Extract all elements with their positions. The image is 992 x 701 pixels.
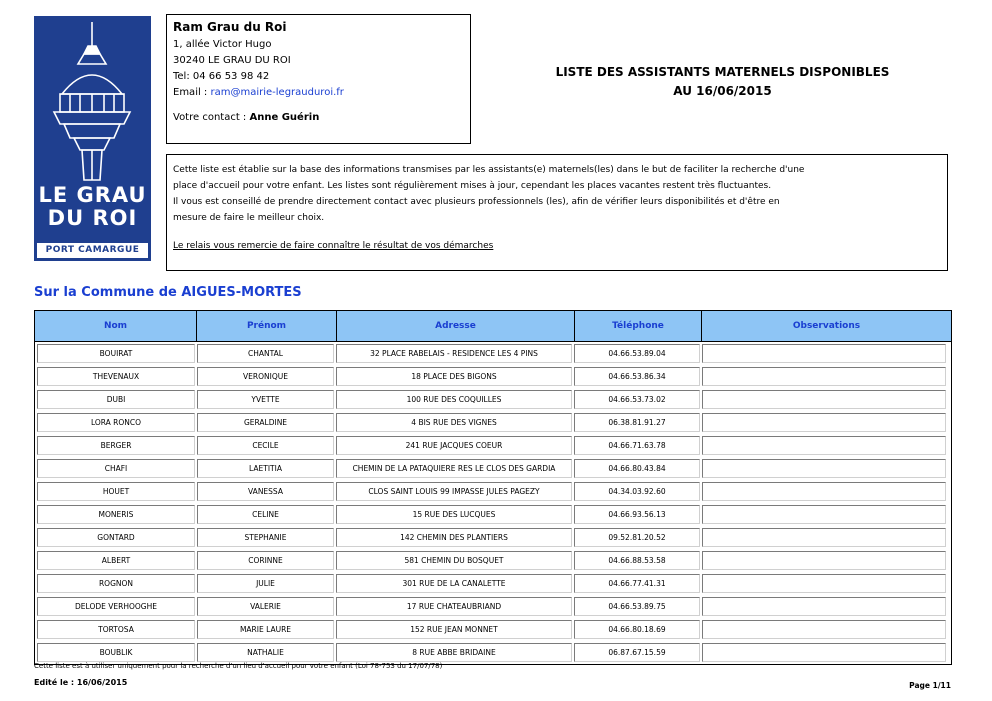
info-notice: Le relais vous remercie de faire connaître le résultat de vos démarches (173, 241, 494, 251)
cell-prenom: STEPHANIE (197, 528, 334, 547)
table-row (35, 526, 951, 549)
cell-nom: GONTARD (37, 528, 195, 547)
info-line: mesure de faire le meilleur choix. (173, 213, 325, 223)
column-header-observations: Observations (792, 321, 861, 331)
cell-nom: BERGER (37, 436, 195, 455)
column-header-nom: Nom (35, 311, 197, 341)
cell-prenom: CHANTAL (197, 344, 334, 363)
contact-label: Votre contact : (173, 112, 250, 123)
cell-nom: MONERIS (37, 505, 195, 524)
cell-telephone: 06.38.81.91.27 (574, 413, 700, 432)
cell-telephone: 04.66.80.18.69 (574, 620, 700, 639)
cell-prenom: YVETTE (197, 390, 334, 409)
cell-observations (702, 551, 946, 570)
email-line (173, 85, 464, 101)
cell-nom: CHAFI (37, 459, 195, 478)
cell-telephone: 04.34.03.92.60 (574, 482, 700, 501)
document-title-line1: LISTE DES ASSISTANTS MATERNELS DISPONIBLES (555, 65, 890, 79)
cell-prenom: NATHALIE (197, 643, 334, 662)
table-row (35, 480, 951, 503)
cell-nom: THEVENAUX (37, 367, 195, 386)
cell-observations (702, 597, 946, 616)
logo-band (37, 243, 148, 258)
cell-prenom: VALERIE (197, 597, 334, 616)
cell-prenom: LAETITIA (197, 459, 334, 478)
address-line-1: 1, allée Victor Hugo (173, 39, 272, 50)
column-header-adresse: Adresse (337, 311, 575, 341)
cell-adresse: 17 RUE CHATEAUBRIAND (336, 597, 572, 616)
cell-observations (702, 367, 946, 386)
cell-telephone: 04.66.80.43.84 (574, 459, 700, 478)
page-number: Page 1/11 (909, 681, 951, 690)
cell-adresse: 8 RUE ABBE BRIDAINE (336, 643, 572, 662)
cell-observations (702, 505, 946, 524)
cell-telephone: 04.66.71.63.78 (574, 436, 700, 455)
cell-adresse: 581 CHEMIN DU BOSQUET (336, 551, 572, 570)
cell-adresse: 4 BIS RUE DES VIGNES (336, 413, 572, 432)
table-row (35, 572, 951, 595)
cell-prenom: VANESSA (197, 482, 334, 501)
cell-prenom: VERONIQUE (197, 367, 334, 386)
cell-prenom: CELINE (197, 505, 334, 524)
info-line: Cette liste est établie sur la base des informations transmises par les assistants(e) maternels(les) dans le but de faciliter la recherche d'une (173, 165, 805, 175)
table-row (35, 618, 951, 641)
contact-name: Anne Guérin (249, 112, 320, 123)
column-header-prenom: Prénom (197, 311, 337, 341)
cell-adresse: 100 RUE DES COQUILLES (336, 390, 572, 409)
cell-telephone: 04.66.88.53.58 (574, 551, 700, 570)
info-line: place d'accueil pour votre enfant. Les listes sont régulièrement mises à jour, cependant les places vacantes restent très fluctuantes. (173, 181, 772, 191)
cell-observations (702, 436, 946, 455)
telephone-line: Tel: 04 66 53 98 42 (173, 71, 270, 82)
cell-nom: TORTOSA (37, 620, 195, 639)
assistants-table (34, 310, 952, 665)
info-box (166, 154, 948, 271)
table-row (35, 365, 951, 388)
section-heading: Sur la Commune de AIGUES-MORTES (34, 285, 302, 300)
cell-prenom: CORINNE (197, 551, 334, 570)
cell-observations (702, 574, 946, 593)
table-row (35, 411, 951, 434)
logo-text-line1: LE GRAU (38, 183, 147, 207)
cell-telephone: 04.66.93.56.13 (574, 505, 700, 524)
footer-edit-date: Edité le : 16/06/2015 (34, 678, 128, 687)
cell-adresse: 152 RUE JEAN MONNET (336, 620, 572, 639)
cell-adresse: CHEMIN DE LA PATAQUIERE RES LE CLOS DES GARDIA (336, 459, 572, 478)
logo-band-text: PORT CAMARGUE (45, 245, 140, 255)
cell-telephone: 04.66.53.89.04 (574, 344, 700, 363)
cell-adresse: 15 RUE DES LUCQUES (336, 505, 572, 524)
cell-nom: DELODE VERHOOGHE (37, 597, 195, 616)
cell-telephone: 04.66.53.89.75 (574, 597, 700, 616)
address-line-2: 30240 LE GRAU DU ROI (173, 55, 291, 66)
info-line: Il vous est conseillé de prendre directement contact avec plusieurs professionnels (les), afin de vérifier leurs disponibilités et d'être en (173, 197, 780, 207)
table-header (35, 311, 951, 342)
email-label: Email : (173, 87, 211, 98)
lighthouse-tower-icon (34, 16, 151, 181)
cell-observations (702, 413, 946, 432)
cell-adresse: 142 CHEMIN DES PLANTIERS (336, 528, 572, 547)
cell-observations (702, 459, 946, 478)
cell-observations (702, 482, 946, 501)
logo-text-line2: DU ROI (47, 206, 138, 230)
table-row (35, 503, 951, 526)
table-row (35, 434, 951, 457)
email-link[interactable]: ram@mairie-legrauduroi.fr (210, 87, 344, 98)
column-header-telephone: Téléphone (575, 311, 702, 341)
table-row (35, 342, 951, 365)
cell-prenom: MARIE LAURE (197, 620, 334, 639)
footer-legal-note: Cette liste est à utiliser uniquement pour la recherche d'un lieu d'accueil pour votre enfant (Loi 78-753 du 17/07/78) (34, 662, 443, 670)
table-row (35, 641, 951, 664)
cell-adresse: 241 RUE JACQUES COEUR (336, 436, 572, 455)
cell-telephone: 06.87.67.15.59 (574, 643, 700, 662)
cell-nom: BOUIRAT (37, 344, 195, 363)
cell-telephone: 04.66.53.73.02 (574, 390, 700, 409)
cell-nom: ROGNON (37, 574, 195, 593)
cell-observations (702, 390, 946, 409)
cell-nom: ALBERT (37, 551, 195, 570)
cell-nom: HOUET (37, 482, 195, 501)
cell-adresse: 32 PLACE RABELAIS - RESIDENCE LES 4 PINS (336, 344, 572, 363)
cell-observations (702, 528, 946, 547)
cell-prenom: JULIE (197, 574, 334, 593)
table-row (35, 549, 951, 572)
cell-observations (702, 643, 946, 662)
cell-prenom: GERALDINE (197, 413, 334, 432)
cell-telephone: 04.66.53.86.34 (574, 367, 700, 386)
document-title (490, 63, 955, 101)
cell-adresse: 301 RUE DE LA CANALETTE (336, 574, 572, 593)
cell-nom: LORA RONCO (37, 413, 195, 432)
table-body (35, 342, 951, 664)
cell-adresse: 18 PLACE DES BIGONS (336, 367, 572, 386)
contact-box (166, 14, 471, 144)
cell-adresse: CLOS SAINT LOUIS 99 IMPASSE JULES PAGEZY (336, 482, 572, 501)
contact-person-line (173, 112, 464, 123)
organization-name: Ram Grau du Roi (173, 20, 287, 34)
cell-telephone: 04.66.77.41.31 (574, 574, 700, 593)
document-title-line2: AU 16/06/2015 (673, 84, 772, 98)
cell-observations (702, 344, 946, 363)
table-row (35, 388, 951, 411)
cell-telephone: 09.52.81.20.52 (574, 528, 700, 547)
table-row (35, 457, 951, 480)
cell-observations (702, 620, 946, 639)
table-row (35, 595, 951, 618)
logo (34, 16, 151, 261)
cell-nom: BOUBLIK (37, 643, 195, 662)
cell-nom: DUBI (37, 390, 195, 409)
cell-prenom: CECILE (197, 436, 334, 455)
